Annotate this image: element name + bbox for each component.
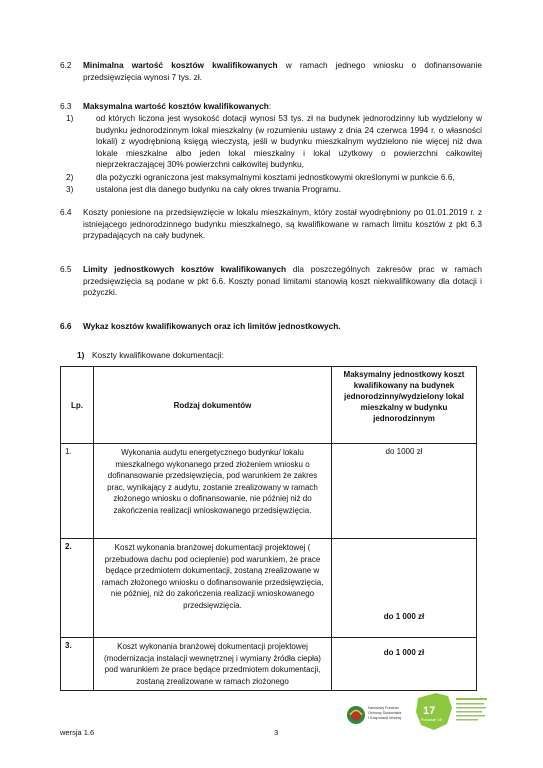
column-header-max-cost: Maksymalny jednostkowy koszt kwalifikowany na budynek jednorodzinny/wydzielony lokal mieszkalny w budynku jednorodzinnym	[332, 367, 477, 444]
table-row	[61, 539, 477, 638]
list-number: 2)	[66, 172, 74, 182]
row-number: 1.	[61, 444, 94, 539]
section-6-3-bold: Maksymalna wartość kosztów kwalifikowanych	[83, 101, 269, 111]
section-number: 6.4	[60, 207, 72, 217]
section-6-2-bold: Minimalna wartość kosztów kwalifikowanych	[83, 60, 278, 70]
documentation-costs-table	[60, 366, 477, 691]
row-number: 3.	[61, 638, 94, 691]
column-header-lp: Lp.	[61, 367, 94, 444]
row-number: 2.	[61, 539, 94, 638]
row-max-cost: do 1 000 zł	[332, 539, 477, 638]
svg-text:i Gospodarki Wodnej: i Gospodarki Wodnej	[368, 716, 402, 720]
anniversary-number: 17	[423, 705, 436, 717]
section-6-6-heading: Wykaz kosztów kwalifikowanych oraz ich limitów jednostkowych.	[83, 321, 341, 331]
table-header-row	[61, 367, 477, 444]
section-number: 6.6	[60, 321, 72, 331]
section-6-5	[83, 264, 482, 299]
section-6-2-text: w ramach jednego wniosku o dofinansowanie przedsięwzięcia wynosi 7 tys. zł.	[83, 60, 482, 82]
svg-text:Ochrony Środowiska: Ochrony Środowiska	[368, 711, 402, 715]
section-number: 6.2	[60, 60, 72, 70]
section-6-5-text: dla poszczególnych zakresów prac w ramach przedsięwzięcia są podane w pkt 6.6. Koszty ponad limitami stanowią koszt niekwalifikowany dla dotacji i pożyczki.	[83, 264, 482, 298]
table-row	[61, 444, 477, 539]
anniversary-logo	[414, 690, 489, 734]
row-max-cost: do 1000 zł	[332, 444, 477, 539]
row-document-type: Koszt wykonania branżowej dokumentacji projektowej ( przebudowa dachu pod ocieplenie) pod warunkiem, że prace będące przedmiotem dokumentacji, zostaną zrealizowane w ramach złożonego wniosku o dofinansowanie przedsięwzięcia, nie później, niż do zakończenia realizacji wnioskowanego przedsięwzięcia.	[94, 539, 332, 638]
section-6-2	[83, 60, 482, 83]
list-item: dla pożyczki ograniczona jest maksymalnymi kosztami jednostkowymi określonymi w punkcie 6.6,	[96, 172, 455, 182]
sublist-number: 1)	[77, 350, 85, 360]
row-document-type: Koszt wykonania branżowej dokumentacji projektowej (modernizacja instalacji wewnętrznej i wymiany źródła ciepła) pod warunkiem że prace będące przedmiotem dokumentacji, zostaną zrealizowane w ramach złożonego	[94, 638, 332, 691]
section-6-4: Koszty poniesione na przedsięwzięcie w lokalu mieszkalnym, który został wyodrębniony po 01.01.2019 r. z istniejącego jednorodzinnego budynku mieszkalnego, są kwalifikowane w ramach limitu kosztów z pkt 6.3 przypadających na cały budynek.	[83, 207, 482, 241]
list-number: 3)	[66, 184, 74, 194]
row-max-cost: do 1 000 zł	[332, 638, 477, 691]
page-number: 3	[274, 728, 279, 737]
list-item: ustalona jest dla danego budynku na cały okres trwania Programu.	[96, 184, 341, 194]
table-row	[61, 638, 477, 691]
sublist-heading: Koszty kwalifikowane dokumentacji:	[92, 350, 224, 360]
list-number: 1)	[66, 113, 74, 123]
section-number: 6.5	[60, 264, 72, 274]
section-number: 6.3	[60, 101, 72, 111]
section-6-3-heading: Maksymalna wartość kosztów kwalifikowanych:	[83, 101, 272, 111]
section-6-5-bold: Limity jednostkowych kosztów kwalifikowanych	[83, 264, 287, 274]
svg-text:Fundusze UE: Fundusze UE	[421, 718, 443, 722]
row-document-type: Wykonania audytu energetycznego budynku/ lokalu mieszkalnego wykonanego przed złożeniem wniosku o dofinansowanie przedsięwzięcia, pod warunkiem że zakres prac, wynikający z audytu, zostanie zrealizowany w ramach złożonego wniosku o dofinansowanie, nie później niż do zakończenia realizacji wnioskowanego przedsięwzięcia.	[94, 444, 332, 539]
nfosigw-logo	[346, 700, 406, 730]
logo-text: Narodowy Fundusz	[368, 706, 399, 710]
list-item: od których liczona jest wysokość dotacji wynosi 53 tys. zł na budynek jednorodzinny lub wydzielony w budynku jednorodzinnym lokal mieszkalny (w rozumieniu ustawy z dnia 24 czerwca 1994 r. o własności lokali) z wyodrębnioną księgą wieczystą, jeśli w budynku mieszkalnym wydzielono nie więcej niż dwa lokale mieszkalne albo jeden lokal mieszkalny i lokal użytkowy o powierzchni całkowitej nieprzekraczającej 30% powierzchni całkowitej budynku,	[96, 113, 482, 170]
document-version: wersja 1.6	[60, 728, 95, 737]
column-header-document-type: Rodzaj dokumentów	[94, 367, 332, 444]
